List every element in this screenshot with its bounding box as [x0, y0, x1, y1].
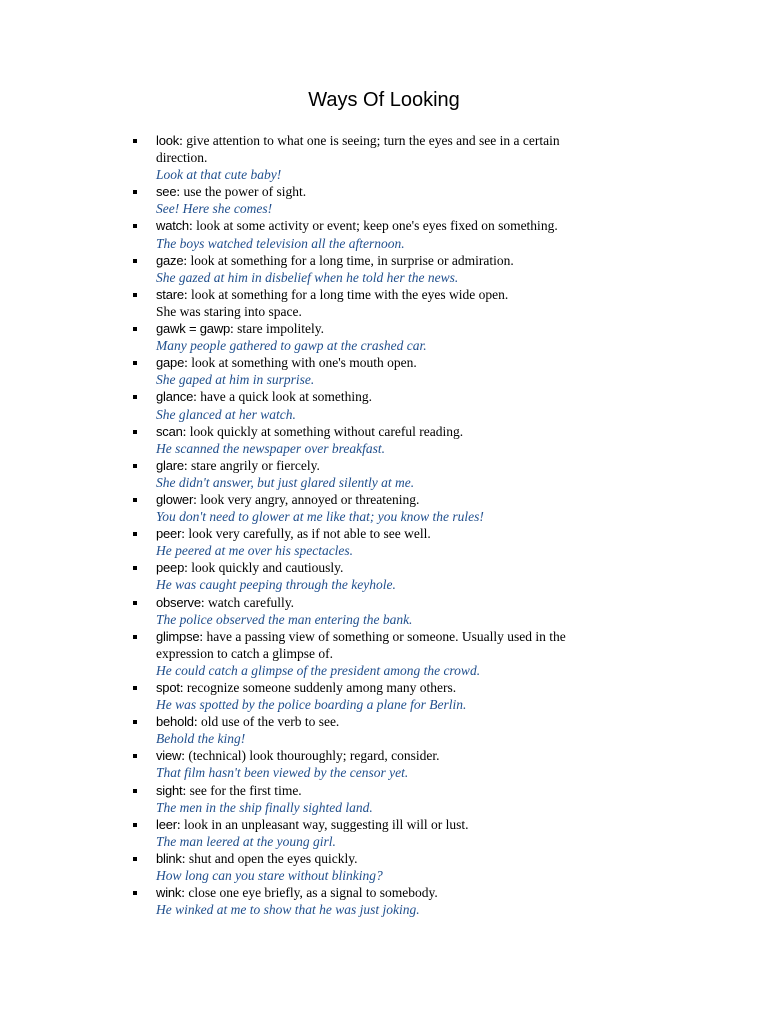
list-item	[0, 525, 768, 559]
bullet-icon	[133, 686, 137, 690]
example-sentence: That film hasn't been viewed by the censor yet.	[156, 765, 409, 781]
term: gawk = gawp	[156, 321, 231, 337]
list-item	[0, 850, 768, 884]
definition-line	[156, 525, 668, 542]
definition: : old use of the verb to see.	[193, 714, 340, 730]
bullet-icon	[133, 464, 137, 468]
list-item	[0, 782, 768, 816]
bullet-icon	[133, 224, 137, 228]
term: peer	[156, 526, 182, 542]
bullet-icon	[133, 190, 137, 194]
term: glance	[156, 389, 194, 405]
definition: : look at something with one's mouth open.	[184, 355, 417, 371]
bullet-icon	[133, 720, 137, 724]
list-item	[0, 679, 768, 713]
definition-line	[156, 457, 668, 474]
definition-line	[156, 850, 668, 867]
definition: : have a quick look at something.	[193, 389, 372, 405]
definition: : look in an unpleasant way, suggesting ill will or lust.	[176, 816, 469, 832]
example-sentence: How long can you stare without blinking?	[156, 868, 383, 884]
definition: : look at something for a long time, in surprise or admiration.	[183, 252, 514, 268]
definition: : recognize someone suddenly among many others.	[179, 680, 457, 695]
example-sentence: She was staring into space.	[156, 303, 302, 319]
example-sentence: The boys watched television all the afternoon.	[156, 235, 405, 251]
example-sentence: The police observed the man entering the bank.	[156, 611, 413, 627]
definition: : look quickly and cautiously.	[184, 560, 344, 576]
term: glare	[156, 457, 184, 473]
term: gape	[156, 355, 185, 371]
term: leer	[156, 816, 177, 832]
definition: : close one eye briefly, as a signal to somebody.	[181, 885, 438, 901]
example-sentence: She gaped at him in surprise.	[156, 372, 315, 388]
definition-line	[156, 252, 668, 269]
list-item	[0, 747, 768, 781]
example-sentence: You don't need to glower at me like that; you know the rules!	[156, 509, 484, 525]
bullet-icon	[133, 498, 137, 502]
term: scan	[156, 423, 183, 439]
bullet-icon	[133, 857, 137, 861]
bullet-icon	[133, 327, 137, 331]
bullet-icon	[133, 361, 137, 365]
bullet-icon	[133, 532, 137, 536]
example-sentence: He peered at me over his spectacles.	[156, 543, 354, 559]
term: peep	[156, 560, 185, 576]
example-sentence: He was caught peeping through the keyhole.	[156, 577, 396, 593]
list-item	[0, 183, 768, 217]
list-item	[0, 388, 768, 422]
list-item	[0, 252, 768, 286]
page-title: Ways Of Looking	[308, 89, 460, 111]
definition-line	[156, 354, 668, 371]
bullet-icon	[133, 891, 137, 895]
definition-line	[156, 747, 668, 764]
term: glower	[156, 491, 194, 507]
term: gaze	[156, 252, 184, 268]
list-item	[0, 594, 768, 628]
bullet-icon	[133, 823, 137, 827]
example-sentence: He was spotted by the police boarding a plane for Berlin.	[156, 697, 467, 713]
term: behold	[156, 714, 194, 730]
example-sentence: Look at that cute baby!	[156, 167, 282, 183]
list-item	[0, 423, 768, 457]
term: see	[156, 184, 177, 200]
term: wink	[156, 885, 182, 901]
bullet-icon	[133, 259, 137, 263]
definition-line	[156, 491, 668, 508]
bullet-icon	[133, 635, 137, 639]
definition-line	[156, 423, 668, 440]
example-sentence: He winked at me to show that he was just joking.	[156, 902, 420, 918]
definition: : stare impolitely.	[230, 321, 325, 337]
definition-line	[156, 594, 668, 611]
term: observe	[156, 594, 201, 610]
definition-line	[156, 320, 668, 337]
definition-line	[156, 132, 668, 149]
example-sentence: The man leered at the young girl.	[156, 833, 336, 849]
list-item	[0, 217, 768, 251]
example-sentence: She didn't answer, but just glared silently at me.	[156, 474, 415, 490]
term: watch	[156, 218, 189, 234]
definition: : look at something for a long time with the eyes wide open.	[183, 286, 509, 302]
definition: : look very angry, annoyed or threatening.	[193, 491, 420, 507]
definition-line	[156, 559, 668, 576]
list-item	[0, 354, 768, 388]
bullet-icon	[133, 430, 137, 434]
definition-line	[156, 679, 668, 696]
bullet-icon	[133, 566, 137, 570]
example-sentence: He could catch a glimpse of the president among the crowd.	[156, 662, 481, 678]
definition: : see for the first time.	[182, 782, 302, 798]
bullet-icon	[133, 601, 137, 605]
definition-line	[156, 884, 668, 901]
bullet-icon	[133, 789, 137, 793]
bullet-icon	[133, 139, 137, 143]
definition-line	[156, 816, 668, 833]
term: blink	[156, 850, 182, 866]
definition: : look very carefully, as if not able to see well.	[181, 526, 431, 542]
example-sentence: She glanced at her watch.	[156, 406, 296, 422]
vocabulary-list	[0, 132, 768, 918]
term: sight	[156, 782, 183, 798]
definition: : watch carefully.	[200, 594, 295, 610]
example-sentence: See! Here she comes!	[156, 201, 273, 217]
example-sentence: Behold the king!	[156, 731, 246, 747]
term: glimpse	[156, 628, 200, 644]
list-item	[0, 816, 768, 850]
definition-line	[156, 217, 668, 234]
bullet-icon	[133, 293, 137, 297]
definition-line	[156, 782, 668, 799]
definition: : shut and open the eyes quickly.	[181, 850, 358, 866]
example-sentence: Many people gathered to gawp at the crashed car.	[156, 338, 427, 354]
bullet-icon	[133, 395, 137, 399]
definition: : use the power of sight.	[176, 184, 307, 200]
definition: : have a passing view of something or someone. Usually used in the	[199, 628, 566, 644]
definition-line	[156, 628, 668, 645]
list-item	[0, 713, 768, 747]
list-item	[0, 884, 768, 918]
term: look	[156, 133, 180, 148]
term: stare	[156, 286, 184, 302]
term: view	[156, 748, 182, 764]
definition: : look quickly at something without careful reading.	[182, 423, 464, 439]
list-item	[0, 132, 768, 183]
list-item	[0, 320, 768, 354]
list-item	[0, 628, 768, 679]
list-item	[0, 286, 768, 320]
definition: : give attention to what one is seeing; turn the eyes and see in a certain	[179, 133, 560, 148]
definition: : stare angrily or fiercely.	[183, 457, 320, 473]
example-sentence: He scanned the newspaper over breakfast.	[156, 440, 385, 456]
definition: : (technical) look thouroughly; regard, consider.	[181, 748, 440, 764]
definition: : look at some activity or event; keep one's eyes fixed on something.	[188, 218, 558, 234]
definition-line	[156, 286, 668, 303]
list-item	[0, 491, 768, 525]
example-sentence: The men in the ship finally sighted land.	[156, 799, 373, 815]
bullet-icon	[133, 754, 137, 758]
list-item	[0, 457, 768, 491]
definition-line	[156, 713, 668, 730]
term: spot	[156, 680, 180, 695]
definition-continued: direction.	[156, 150, 208, 166]
definition-continued: expression to catch a glimpse of.	[156, 645, 333, 661]
list-item	[0, 559, 768, 593]
example-sentence: She gazed at him in disbelief when he told her the news.	[156, 269, 459, 285]
definition-line	[156, 388, 668, 405]
definition-line	[156, 183, 668, 200]
